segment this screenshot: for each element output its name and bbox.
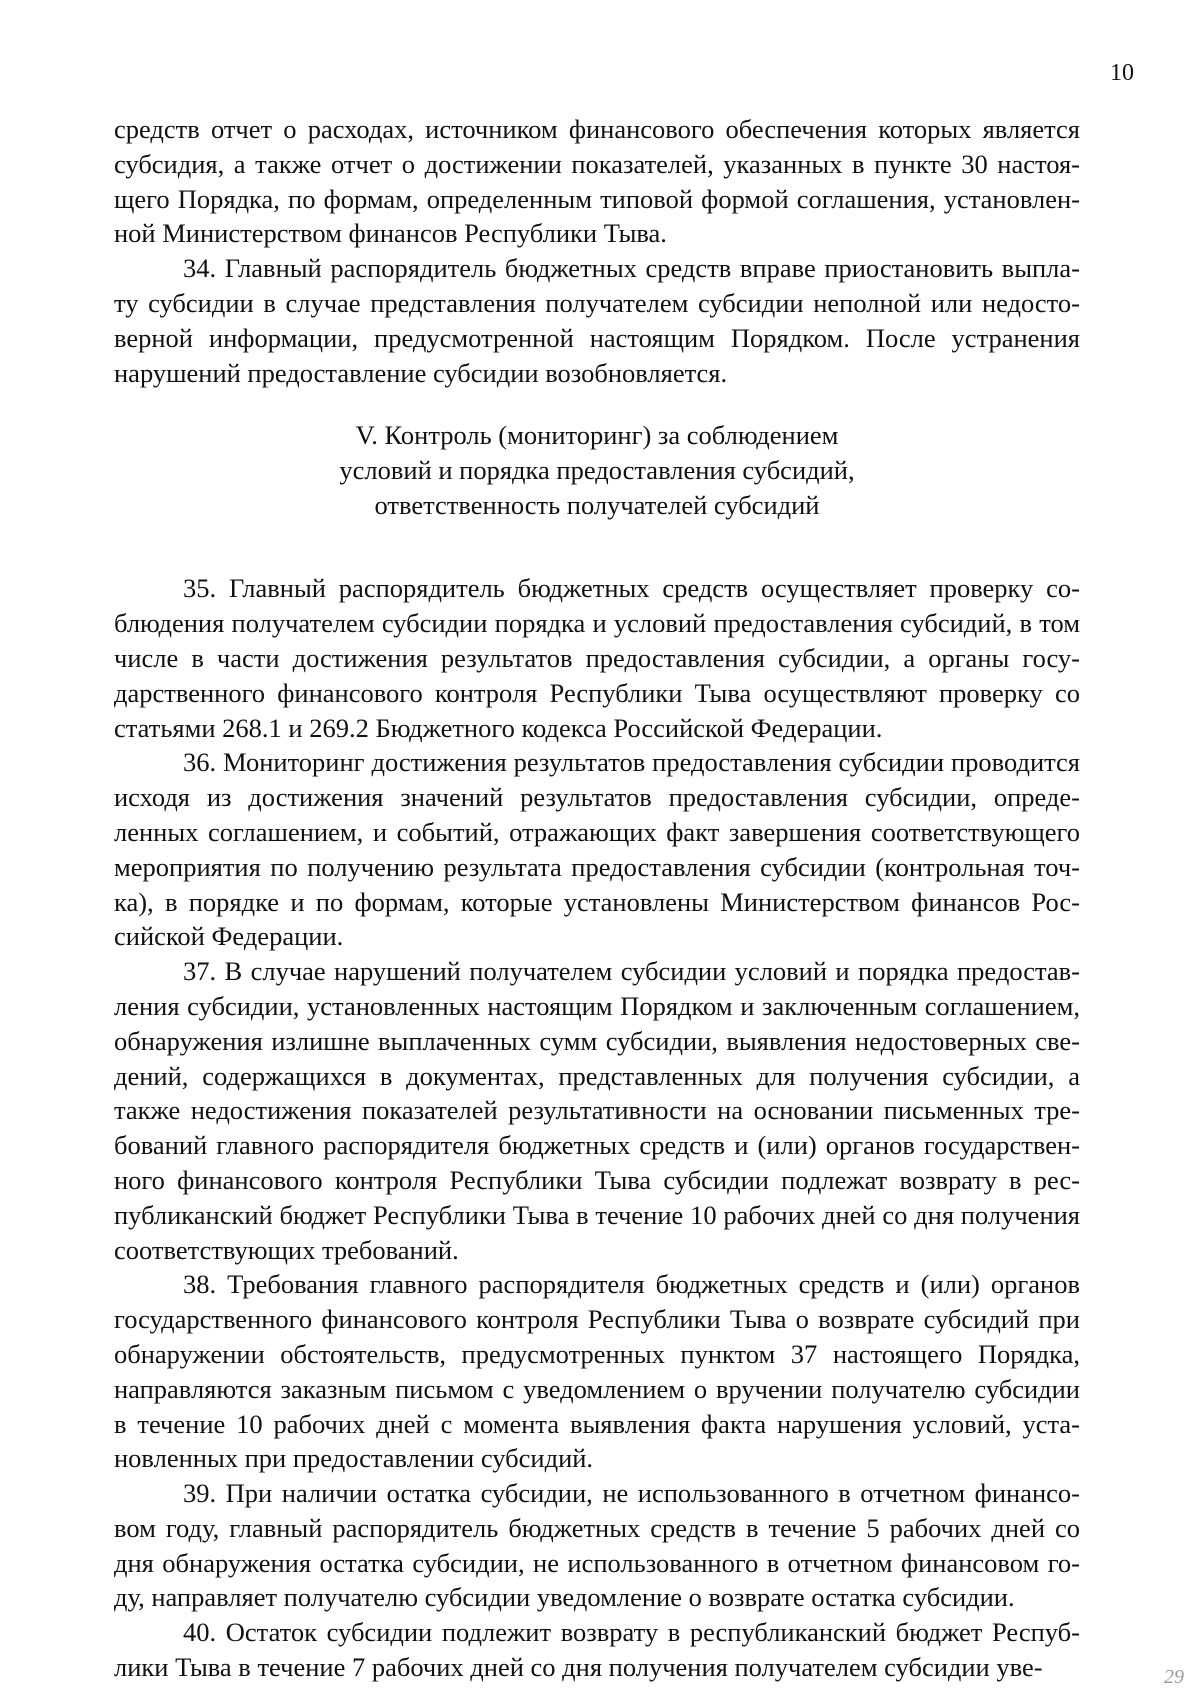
paragraph-40: 40. Остаток субсидии подлежит возврату в республиканский бюджет Республики Тыва в течение 7 рабочих дней со дня получения получателем субсидии уве-	[114, 1617, 1080, 1683]
paragraph-34: 34. Главный распорядитель бюджетных средств вправе приостановить выплату субсидии в случае представления получателем субсидии неполной или недостоверной информации, предусмотренной настоящим Порядком. После устранения нарушений предоставление субсидии возобновляется.	[114, 253, 1080, 388]
section-heading-line-2: условий и порядка предоставления субсидий,	[339, 455, 855, 486]
paragraph-37: 37. В случае нарушений получателем субсидии условий и порядка предоставления субсидии, установленных настоящим Порядком и заключенным соглашением, обнаружения излишне выплаченных сумм субсидии, выявления недостоверных сведений, содержащихся в документах, представленных для получения субсидии, а также недостижения показателей результативности на основании письменных требований главного распорядителя бюджетных средств и (или) органов государственного финансового контроля Республики Тыва субсидии подлежат возврату в республиканский бюджет Республики Тыва в течение 10 рабочих дней со дня получения соответствующих требований.	[114, 956, 1080, 1265]
page-number: 10	[1110, 60, 1134, 86]
section-heading	[114, 418, 1080, 523]
paragraph-39: 39. При наличии остатка субсидии, не использованного в отчетном финансовом году, главный распорядитель бюджетных средств в течение 5 рабочих дней со дня обнаружения остатка субсидии, не использованного в отчетном финансовом году, направляет получателю субсидии уведомление о возврате остатка субсидии.	[114, 1478, 1080, 1613]
paragraph-38: 38. Требования главного распорядителя бюджетных средств и (или) органов государственного финансового контроля Республики Тыва о возврате субсидий при обнаружении обстоятельств, предусмотренных пунктом 37 настоящего Порядка, направляются заказным письмом с уведомлением о вручении получателю субсидии в течение 10 рабочих дней с момента выявления факта нарушения условий, установленных при предоставлении субсидий.	[114, 1269, 1080, 1474]
corner-handwritten-mark: 29	[1164, 1666, 1184, 1688]
document-body	[114, 112, 1080, 1685]
paragraph-36: 36. Мониторинг достижения результатов предоставления субсидии проводится исходя из достижения значений результатов предоставления субсидии, определенных соглашением, и событий, отражающих факт завершения соответствующего мероприятия по получению результата предоставления субсидии (контрольная точка), в порядке и по формам, которые установлены Министерством финансов Российской Федерации.	[114, 747, 1080, 952]
paragraph-35: 35. Главный распорядитель бюджетных средств осуществляет проверку соблюдения получателем субсидии порядка и условий предоставления субсидий, в том числе в части достижения результатов предоставления субсидии, а органы государственного финансового контроля Республики Тыва осуществляют проверку со статьями 268.1 и 269.2 Бюджетного кодекса Российской Федерации.	[114, 573, 1080, 743]
section-heading-line-1: V. Контроль (мониторинг) за соблюдением	[355, 420, 839, 451]
paragraph-continuation: средств отчет о расходах, источником финансового обеспечения которых является субсидия, а также отчет о достижении показателей, указанных в пункте 30 настоящего Порядка, по формам, определенным типовой формой соглашения, установленной Министерством финансов Республики Тыва.	[114, 114, 1080, 249]
section-heading-line-3: ответственность получателей субсидий	[374, 490, 820, 521]
